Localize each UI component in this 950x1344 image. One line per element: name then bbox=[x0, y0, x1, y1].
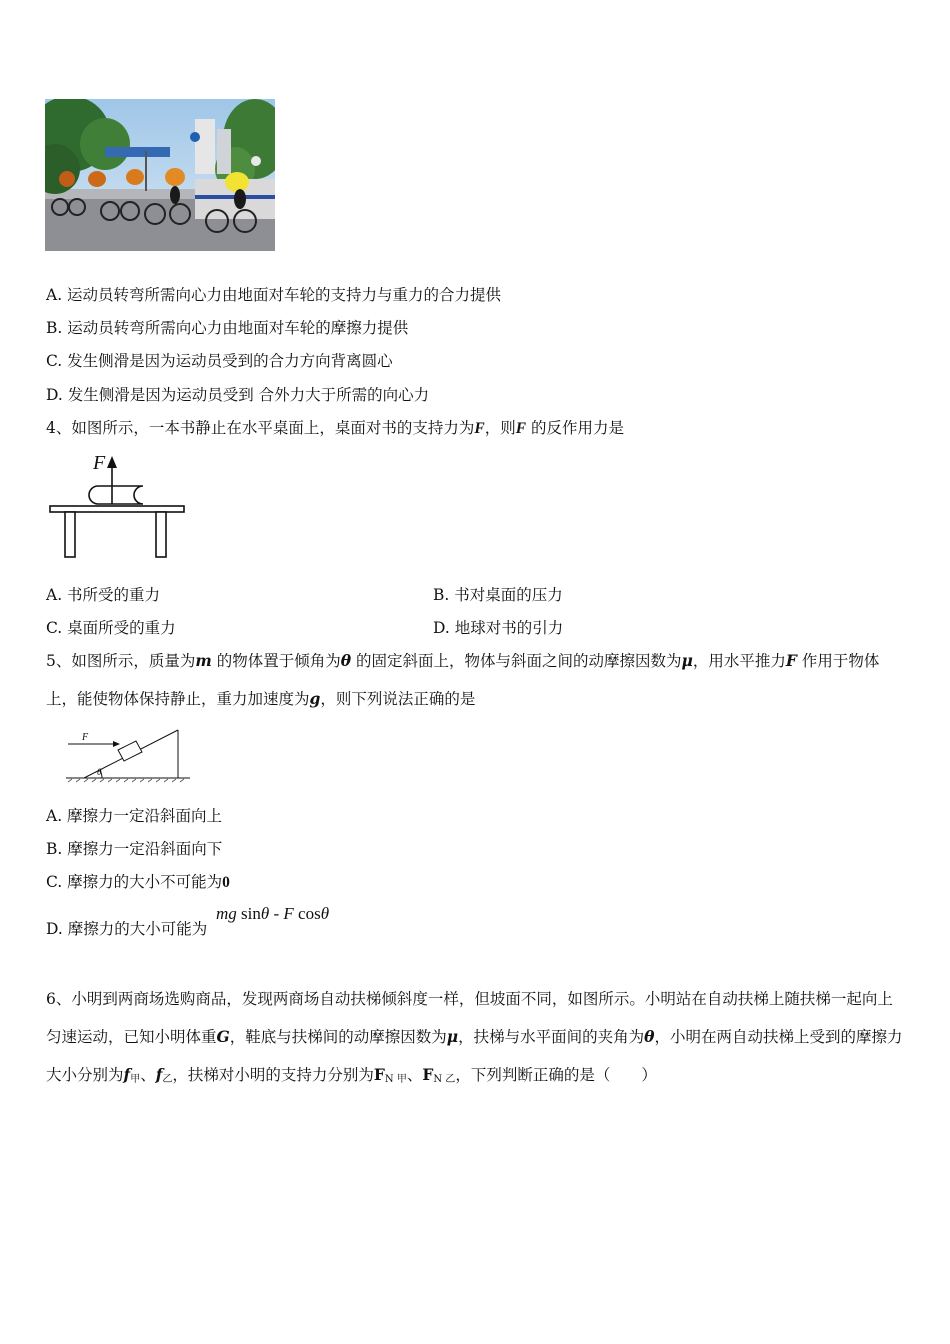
q5-option-b: B. 摩擦力一定沿斜面向下 bbox=[46, 840, 223, 858]
q5-option-a: A. 摩擦力一定沿斜面向上 bbox=[46, 807, 223, 825]
q4-option-d: D. 地球对书的引力 bbox=[433, 619, 564, 637]
q4-option-a: A. 书所受的重力 bbox=[46, 586, 161, 604]
q5-option-d: D. 摩擦力的大小可能为 bbox=[46, 920, 208, 938]
q4-option-c: C. 桌面所受的重力 bbox=[46, 619, 176, 637]
q4-option-b: B. 书对桌面的压力 bbox=[433, 586, 563, 604]
angle-theta-label: θ bbox=[97, 767, 102, 777]
q3-option-a: A. 运动员转弯所需向心力由地面对车轮的支持力与重力的合力提供 bbox=[46, 286, 502, 304]
q3-option-c: C. 发生侧滑是因为运动员受到的合力方向背离圆心 bbox=[46, 352, 393, 370]
book-on-table-figure bbox=[48, 450, 188, 562]
q3-option-b: B. 运动员转弯所需向心力由地面对车轮的摩擦力提供 bbox=[46, 319, 409, 337]
q4-stem: 4、如图所示，一本书静止在水平桌面上，桌面对书的支持力为F，则F 的反作用力是 bbox=[46, 419, 625, 437]
q5-stem: 5、如图所示，质量为m 的物体置于倾角为θ 的固定斜面上，物体与斜面之间的动摩擦因数为μ，用水平推力F 作用于物体上，能使物体保持静止，重力加速度为g，则下列说法正确的是 bbox=[46, 651, 880, 708]
q5-option-c: C. 摩擦力的大小不可能为0 bbox=[46, 873, 230, 891]
incline-figure bbox=[64, 724, 194, 786]
force-f-label: F bbox=[93, 452, 106, 474]
q3-option-d: D. 发生侧滑是因为运动员受到 合外力大于所需的向心力 bbox=[46, 386, 430, 404]
q6-stem: 6、小明到两商场选购商品，发现两商场自动扶梯倾斜度一样，但坡面不同，如图所示。小明站在自动扶梯上随扶梯一起向上匀速运动，已知小明体重G，鞋底与扶梯间的动摩擦因数为μ，扶梯与水平面间的夹角为θ，小明在两自动扶梯上受到的摩擦力大小分别为$f_甲$、$f_乙$，扶梯对小明的支持力分别为$F_{N 甲}$、$F_{N 乙}$，下列判断正确的是（ ） bbox=[46, 990, 903, 1085]
cycling-race-photo bbox=[45, 99, 275, 251]
friction-formula: mg sinθ - F cosθ bbox=[216, 904, 330, 923]
push-force-label: F bbox=[82, 732, 89, 743]
